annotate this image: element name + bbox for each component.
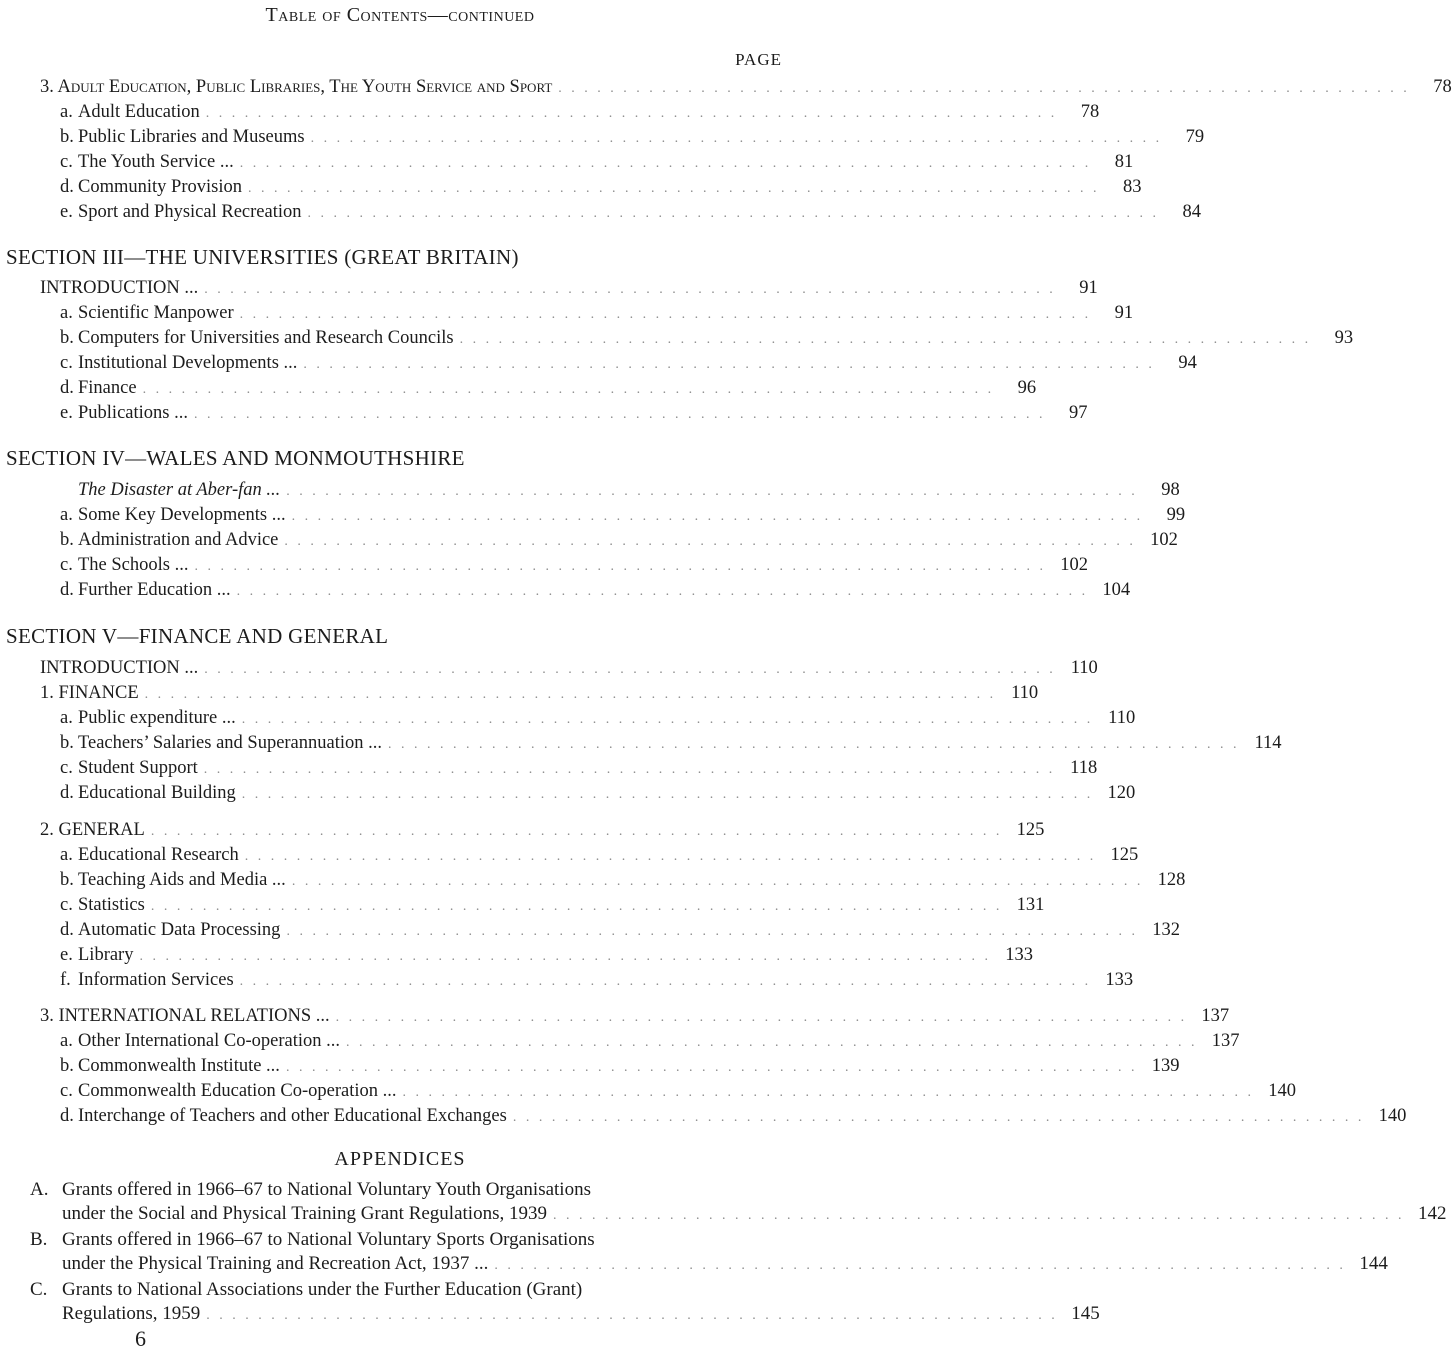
page-number-ref: 145 [1071, 1303, 1100, 1324]
item-letter: a. [60, 708, 73, 728]
page-number-ref: 104 [1102, 580, 1131, 600]
item-letter: c. [60, 555, 73, 575]
toc-entry [60, 150, 1134, 174]
entry-label: INTRODUCTION ... [40, 278, 199, 298]
page-number-ref: 78 [1433, 77, 1452, 97]
item-letter: c. [60, 1081, 73, 1101]
entry-label: Adult Education [78, 102, 200, 122]
appendices-heading: APPENDICES [334, 1148, 466, 1170]
entry-label: Regulations, 1959 [62, 1303, 201, 1324]
page-number-ref: 137 [1201, 1006, 1230, 1026]
entry-label: Public expenditure ... [78, 708, 236, 728]
entry-label: Further Education ... [78, 580, 231, 600]
page-number-ref: 133 [1105, 970, 1134, 990]
dot-leader: . . . . . . . . . . . . . . . . . . . . . . . . . . . . . . . . . . . . . . . . . . . . . . . . . . . . . . . . . . . . . . . . . . [512, 1110, 1365, 1125]
dot-leader: . . . . . . . . . . . . . . . . . . . . . . . . . . . . . . . . . . . . . . . . . . . . . . . . . . . . . . . . . . . . . . . . . . [388, 737, 1240, 752]
toc-entry [60, 943, 1033, 967]
dot-leader: . . . . . . . . . . . . . . . . . . . . . . . . . . . . . . . . . . . . . . . . . . . . . . . . . . . . . . . . . . . . . . . . . . [459, 332, 1312, 347]
toc-entry [60, 731, 1282, 755]
toc-entry [60, 1054, 1180, 1078]
dot-leader: . . . . . . . . . . . . . . . . . . . . . . . . . . . . . . . . . . . . . . . . . . . . . . . . . . . . . . . . . . . . . . . . . . [291, 509, 1144, 524]
page-number-ref: 114 [1254, 733, 1282, 753]
entry-label: Publications ... [78, 403, 188, 423]
entry-label: Institutional Developments ... [78, 353, 298, 373]
item-letter: C. [30, 1279, 48, 1300]
item-letter: b. [60, 530, 74, 550]
entry-label: Automatic Data Processing [78, 920, 281, 940]
page-number-ref: 118 [1070, 758, 1098, 778]
appendix-b-line1 [30, 1228, 595, 1252]
item-letter: d. [60, 783, 74, 803]
toc-entry [60, 175, 1142, 199]
toc-entry [60, 376, 1037, 400]
dot-leader: . . . . . . . . . . . . . . . . . . . . . . . . . . . . . . . . . . . . . . . . . . . . . . . . . . . . . . . . . . . . . . . . . . [303, 357, 1155, 372]
toc-entry [60, 893, 1045, 917]
running-title: Table of Contents—continued [265, 4, 535, 26]
dot-leader: . . . . . . . . . . . . . . . . . . . . . . . . . . . . . . . . . . . . . . . . . . . . . . . . . . . . . . . . . . . . . . . . . . [204, 282, 1056, 297]
section-heading: SECTION IV—WALES AND MONMOUTHSHIRE [6, 446, 465, 470]
toc-entry-introduction [40, 656, 1098, 680]
item-letter: c. [60, 758, 73, 778]
dot-leader: . . . . . . . . . . . . . . . . . . . . . . . . . . . . . . . . . . . . . . . . . . . . . . . . . . . . . . . . . . . . . . . . . . [346, 1035, 1198, 1050]
dot-leader: . . . . . . . . . . . . . . . . . . . . . . . . . . . . . . . . . . . . . . . . . . . . . . . . . . . . . . . . . . . . . . . . . . [144, 687, 997, 702]
page-number-ref: 97 [1068, 403, 1088, 423]
page-number-ref: 125 [1110, 845, 1139, 865]
toc-entry [60, 918, 1180, 942]
entry-label: Grants offered in 1966–67 to National Voluntary Youth Organisations [62, 1179, 591, 1200]
page-number-ref: 83 [1122, 177, 1142, 197]
toc-entry [60, 756, 1098, 780]
item-letter: b. [60, 1056, 74, 1076]
page-number-ref: 125 [1016, 820, 1045, 840]
dot-leader: . . . . . . . . . . . . . . . . . . . . . . . . . . . . . . . . . . . . . . . . . . . . . . . . . . . . . . . . . . . . . . . . . . [203, 762, 1056, 777]
toc-entry [60, 868, 1186, 892]
item-letter: A. [30, 1179, 49, 1200]
page-number-ref: 98 [1161, 480, 1180, 500]
dot-leader: . . . . . . . . . . . . . . . . . . . . . . . . . . . . . . . . . . . . . . . . . . . . . . . . . . . . . . . . . . . . . . . . . . [284, 534, 1136, 549]
entry-label: Grants offered in 1966–67 to National Voluntary Sports Organisations [62, 1229, 595, 1250]
page-number-ref: 94 [1178, 353, 1197, 373]
entry-label: Community Provision [78, 177, 242, 197]
entry-label: INTRODUCTION ... [40, 658, 199, 678]
dot-leader: . . . . . . . . . . . . . . . . . . . . . . . . . . . . . . . . . . . . . . . . . . . . . . . . . . . . . . . . . . . . . . . . . . [150, 899, 1003, 914]
entry-label: Statistics [78, 895, 145, 915]
entry-label: under the Social and Physical Training Grant Regulations, 1939 [62, 1203, 547, 1224]
item-letter: a. [60, 845, 73, 865]
item-letter: b. [60, 328, 74, 348]
page-number-ref: 78 [1080, 102, 1100, 122]
appendix-a-line1 [30, 1178, 591, 1202]
entry-label: Commonwealth Institute ... [78, 1056, 280, 1076]
dot-leader: . . . . . . . . . . . . . . . . . . . . . . . . . . . . . . . . . . . . . . . . . . . . . . . . . . . . . . . . . . . . . . . . . . [241, 712, 1094, 727]
dot-leader: . . . . . . . . . . . . . . . . . . . . . . . . . . . . . . . . . . . . . . . . . . . . . . . . . . . . . . . . . . . . . . . . . . [247, 181, 1100, 196]
entry-label: The Youth Service ... [78, 152, 234, 172]
page-number-ref: 91 [1114, 303, 1134, 323]
item-letter: d. [60, 1106, 74, 1126]
item-letter: b. [60, 870, 74, 890]
entry-label: 1. FINANCE [40, 683, 139, 703]
section-heading: SECTION V—FINANCE AND GENERAL [6, 624, 389, 648]
dot-leader: . . . . . . . . . . . . . . . . . . . . . . . . . . . . . . . . . . . . . . . . . . . . . . . . . . . . . . . . . . . . . . . . . . [558, 81, 1410, 96]
page-column-label: PAGE [735, 50, 782, 69]
item-letter: e. [60, 202, 73, 222]
dot-leader: . . . . . . . . . . . . . . . . . . . . . . . . . . . . . . . . . . . . . . . . . . . . . . . . . . . . . . . . . . . . . . . . . . [205, 106, 1058, 121]
toc-entry [60, 968, 1134, 992]
dot-leader: . . . . . . . . . . . . . . . . . . . . . . . . . . . . . . . . . . . . . . . . . . . . . . . . . . . . . . . . . . . . . . . . . . [239, 307, 1092, 322]
toc-entry [60, 125, 1205, 149]
item-letter: f. [60, 970, 71, 990]
entry-label: 3. Adult Education, Public Libraries, The Youth Service and Sport [40, 77, 553, 97]
item-letter: a. [60, 1031, 73, 1051]
toc-entry [60, 503, 1186, 527]
toc-entry-general [40, 818, 1045, 842]
item-letter: a. [60, 505, 73, 525]
item-letter: d. [60, 378, 74, 398]
entry-label: Library [78, 945, 134, 965]
item-letter: c. [60, 895, 73, 915]
toc-entry [60, 401, 1088, 425]
dot-leader: . . . . . . . . . . . . . . . . . . . . . . . . . . . . . . . . . . . . . . . . . . . . . . . . . . . . . . . . . . . . . . . . . . [236, 584, 1089, 599]
entry-label: Commonwealth Education Co-operation ... [78, 1081, 397, 1101]
entry-label: Some Key Developments ... [78, 505, 286, 525]
entry-label: Educational Building [78, 783, 236, 803]
item-letter: e. [60, 945, 73, 965]
toc-entry [60, 301, 1134, 325]
toc-entry [60, 578, 1131, 602]
entry-label: Information Services [78, 970, 234, 990]
dot-leader: . . . . . . . . . . . . . . . . . . . . . . . . . . . . . . . . . . . . . . . . . . . . . . . . . . . . . . . . . . . . . . . . . . [244, 849, 1097, 864]
item-letter: c. [60, 353, 73, 373]
toc-entry [60, 351, 1197, 375]
page-number: 6 [135, 1326, 146, 1351]
toc-entry [60, 100, 1100, 124]
entry-label: Teaching Aids and Media ... [78, 870, 286, 890]
item-letter: d. [60, 177, 74, 197]
entry-label: 2. GENERAL [40, 820, 145, 840]
toc-entry [60, 1104, 1407, 1128]
item-letter: b. [60, 733, 74, 753]
entry-label: Public Libraries and Museums [78, 127, 305, 147]
toc-entry-introduction [40, 276, 1098, 300]
toc-entry [60, 781, 1136, 805]
page-number-ref: 93 [1334, 328, 1354, 348]
page-number-ref: 81 [1114, 152, 1134, 172]
entry-label: Administration and Advice [78, 530, 279, 550]
dot-leader: . . . . . . . . . . . . . . . . . . . . . . . . . . . . . . . . . . . . . . . . . . . . . . . . . . . . . . . . . . . . . . . . . . [142, 382, 995, 397]
page-number-ref: 102 [1150, 530, 1178, 550]
entry-label: Interchange of Teachers and other Educational Exchanges [78, 1106, 507, 1126]
toc-entry [60, 843, 1139, 867]
page-number-ref: 102 [1060, 555, 1088, 575]
page-number-ref: 131 [1016, 895, 1045, 915]
toc-entry-adult-education-title [40, 75, 1452, 99]
page-number-ref: 140 [1378, 1106, 1407, 1126]
page-number-ref: 128 [1157, 870, 1186, 890]
page-number-ref: 132 [1152, 920, 1180, 940]
page-number-ref: 96 [1017, 378, 1037, 398]
appendix-c-line2 [62, 1302, 1100, 1326]
item-letter: a. [60, 303, 73, 323]
toc-entry [60, 528, 1178, 552]
page-number-ref: 110 [1070, 658, 1098, 678]
dot-leader: . . . . . . . . . . . . . . . . . . . . . . . . . . . . . . . . . . . . . . . . . . . . . . . . . . . . . . . . . . . . . . . . . . [335, 1010, 1188, 1025]
dot-leader: . . . . . . . . . . . . . . . . . . . . . . . . . . . . . . . . . . . . . . . . . . . . . . . . . . . . . . . . . . . . . . . . . . [286, 924, 1138, 939]
page-number-ref: 140 [1268, 1081, 1297, 1101]
page-number-ref: 120 [1107, 783, 1136, 803]
item-letter: B. [30, 1229, 48, 1250]
entry-label: Finance [78, 378, 137, 398]
toc-entry [60, 1029, 1240, 1053]
item-letter: b. [60, 127, 74, 147]
dot-leader: . . . . . . . . . . . . . . . . . . . . . . . . . . . . . . . . . . . . . . . . . . . . . . . . . . . . . . . . . . . . . . . . . . [494, 1258, 1346, 1273]
dot-leader: . . . . . . . . . . . . . . . . . . . . . . . . . . . . . . . . . . . . . . . . . . . . . . . . . . . . . . . . . . . . . . . . . . [239, 974, 1092, 989]
page-number-ref: 139 [1151, 1056, 1180, 1076]
dot-leader: . . . . . . . . . . . . . . . . . . . . . . . . . . . . . . . . . . . . . . . . . . . . . . . . . . . . . . . . . . . . . . . . . . [150, 824, 1003, 839]
entry-label: Sport and Physical Recreation [78, 202, 302, 222]
toc-entry [60, 326, 1354, 350]
toc-entry [60, 553, 1088, 577]
toc-entry [60, 200, 1201, 224]
page-number-ref: 133 [1005, 945, 1033, 965]
dot-leader: . . . . . . . . . . . . . . . . . . . . . . . . . . . . . . . . . . . . . . . . . . . . . . . . . . . . . . . . . . . . . . . . . . [307, 206, 1159, 221]
dot-leader: . . . . . . . . . . . . . . . . . . . . . . . . . . . . . . . . . . . . . . . . . . . . . . . . . . . . . . . . . . . . . . . . . . [291, 874, 1144, 889]
entry-label: Educational Research [78, 845, 239, 865]
page-number-ref: 79 [1185, 127, 1205, 147]
item-letter: d. [60, 920, 74, 940]
dot-leader: . . . . . . . . . . . . . . . . . . . . . . . . . . . . . . . . . . . . . . . . . . . . . . . . . . . . . . . . . . . . . . . . . . [310, 131, 1163, 146]
dot-leader: . . . . . . . . . . . . . . . . . . . . . . . . . . . . . . . . . . . . . . . . . . . . . . . . . . . . . . . . . . . . . . . . . . [204, 662, 1056, 677]
dot-leader: . . . . . . . . . . . . . . . . . . . . . . . . . . . . . . . . . . . . . . . . . . . . . . . . . . . . . . . . . . . . . . . . . . [139, 949, 991, 964]
entry-label: Grants to National Associations under the Further Education (Grant) [62, 1279, 583, 1300]
item-letter: e. [60, 403, 73, 423]
entry-label: 3. INTERNATIONAL RELATIONS ... [40, 1006, 330, 1026]
dot-leader: . . . . . . . . . . . . . . . . . . . . . . . . . . . . . . . . . . . . . . . . . . . . . . . . . . . . . . . . . . . . . . . . . . [285, 1060, 1138, 1075]
entry-label: The Disaster at Aber-fan ... [78, 480, 281, 500]
page-number-ref: 84 [1182, 202, 1201, 222]
entry-label: Student Support [78, 758, 198, 778]
dot-leader: . . . . . . . . . . . . . . . . . . . . . . . . . . . . . . . . . . . . . . . . . . . . . . . . . . . . . . . . . . . . . . . . . . [552, 1208, 1405, 1223]
toc-entry-finance [40, 681, 1039, 705]
section-heading: SECTION III—THE UNIVERSITIES (GREAT BRITAIN) [6, 245, 519, 269]
toc-entry [60, 1079, 1297, 1103]
item-letter: a. [60, 102, 73, 122]
page-number-ref: 99 [1166, 505, 1186, 525]
appendix-b-line2 [62, 1252, 1388, 1276]
page-number-ref: 110 [1108, 708, 1136, 728]
entry-label: Computers for Universities and Research Councils [78, 328, 454, 348]
dot-leader: . . . . . . . . . . . . . . . . . . . . . . . . . . . . . . . . . . . . . . . . . . . . . . . . . . . . . . . . . . . . . . . . . . [239, 156, 1092, 171]
dot-leader: . . . . . . . . . . . . . . . . . . . . . . . . . . . . . . . . . . . . . . . . . . . . . . . . . . . . . . . . . . . . . . . . . . [194, 559, 1046, 574]
appendix-a-line2 [62, 1202, 1447, 1226]
item-letter: c. [60, 152, 73, 172]
toc-entry-aberfan [78, 478, 1180, 502]
dot-leader: . . . . . . . . . . . . . . . . . . . . . . . . . . . . . . . . . . . . . . . . . . . . . . . . . . . . . . . . . . . . . . . . . . [193, 407, 1046, 422]
page-number-ref: 91 [1079, 278, 1098, 298]
page-number-ref: 137 [1211, 1031, 1240, 1051]
dot-leader: . . . . . . . . . . . . . . . . . . . . . . . . . . . . . . . . . . . . . . . . . . . . . . . . . . . . . . . . . . . . . . . . . . [241, 787, 1094, 802]
appendix-c-line1 [30, 1278, 582, 1302]
item-letter: d. [60, 580, 74, 600]
entry-label: The Schools ... [78, 555, 189, 575]
entry-label: under the Physical Training and Recreation Act, 1937 ... [62, 1253, 489, 1274]
entry-label: Other International Co-operation ... [78, 1031, 340, 1051]
page-number-ref: 110 [1011, 683, 1039, 703]
dot-leader: . . . . . . . . . . . . . . . . . . . . . . . . . . . . . . . . . . . . . . . . . . . . . . . . . . . . . . . . . . . . . . . . . . [402, 1085, 1255, 1100]
entry-label: Teachers’ Salaries and Superannuation ... [78, 733, 383, 753]
page-number-ref: 144 [1359, 1253, 1388, 1274]
dot-leader: . . . . . . . . . . . . . . . . . . . . . . . . . . . . . . . . . . . . . . . . . . . . . . . . . . . . . . . . . . . . . . . . . . [286, 484, 1138, 499]
toc-entry [60, 706, 1136, 730]
entry-label: Scientific Manpower [78, 303, 234, 323]
toc-entry-international-relations [40, 1004, 1230, 1028]
dot-leader: . . . . . . . . . . . . . . . . . . . . . . . . . . . . . . . . . . . . . . . . . . . . . . . . . . . . . . . . . . . . . . . . . . [206, 1308, 1058, 1323]
page-number-ref: 142 [1417, 1203, 1447, 1224]
